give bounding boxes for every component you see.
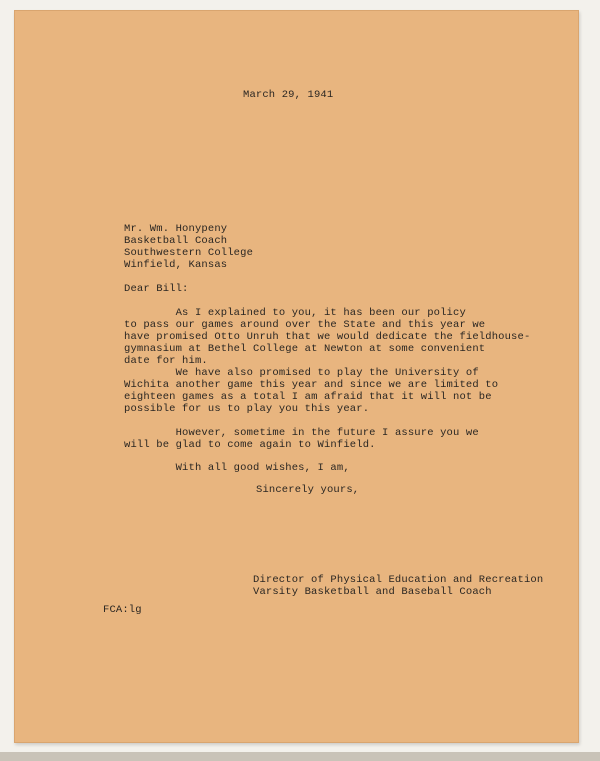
body-line: Wichita another game this year and since we are limited to — [124, 379, 499, 391]
body-line: We have also promised to play the University of — [124, 367, 479, 379]
body-line: As I explained to you, it has been our policy — [124, 307, 466, 319]
letter-date: March 29, 1941 — [243, 89, 334, 101]
signature-title: Director of Physical Education and Recreation — [253, 574, 544, 586]
body-paragraph-2 — [124, 367, 498, 415]
recipient-address — [124, 223, 253, 271]
body-line: possible for us to play you this year. — [124, 403, 370, 415]
address-line: Southwestern College — [124, 247, 254, 259]
body-paragraph-3 — [124, 427, 479, 451]
body-line: date for him. — [124, 355, 208, 367]
address-line: Winfield, Kansas — [124, 259, 228, 271]
body-line: gymnasium at Bethel College at Newton at some convenient — [124, 343, 486, 355]
body-line: However, sometime in the future I assure you we — [124, 427, 479, 439]
address-line: Basketball Coach — [124, 235, 228, 247]
address-line: Mr. Wm. Honypeny — [124, 223, 228, 235]
body-line: to pass our games around over the State and this year we — [124, 319, 486, 331]
body-line: eighteen games as a total I am afraid that it will not be — [124, 391, 492, 403]
body-line: will be glad to come again to Winfield. — [124, 439, 376, 451]
body-paragraph-1 — [124, 307, 530, 367]
body-paragraph-4 — [124, 462, 350, 474]
salutation: Dear Bill: — [124, 283, 189, 295]
complimentary-close: Sincerely yours, — [256, 484, 360, 496]
scan-bottom-edge — [0, 752, 600, 761]
body-line: have promised Otto Unruh that we would dedicate the fieldhouse- — [124, 331, 531, 343]
reference-initials: FCA:lg — [103, 604, 142, 616]
signature-block — [253, 574, 543, 598]
body-line: With all good wishes, I am, — [124, 462, 350, 474]
signature-title: Varsity Basketball and Baseball Coach — [253, 586, 492, 598]
